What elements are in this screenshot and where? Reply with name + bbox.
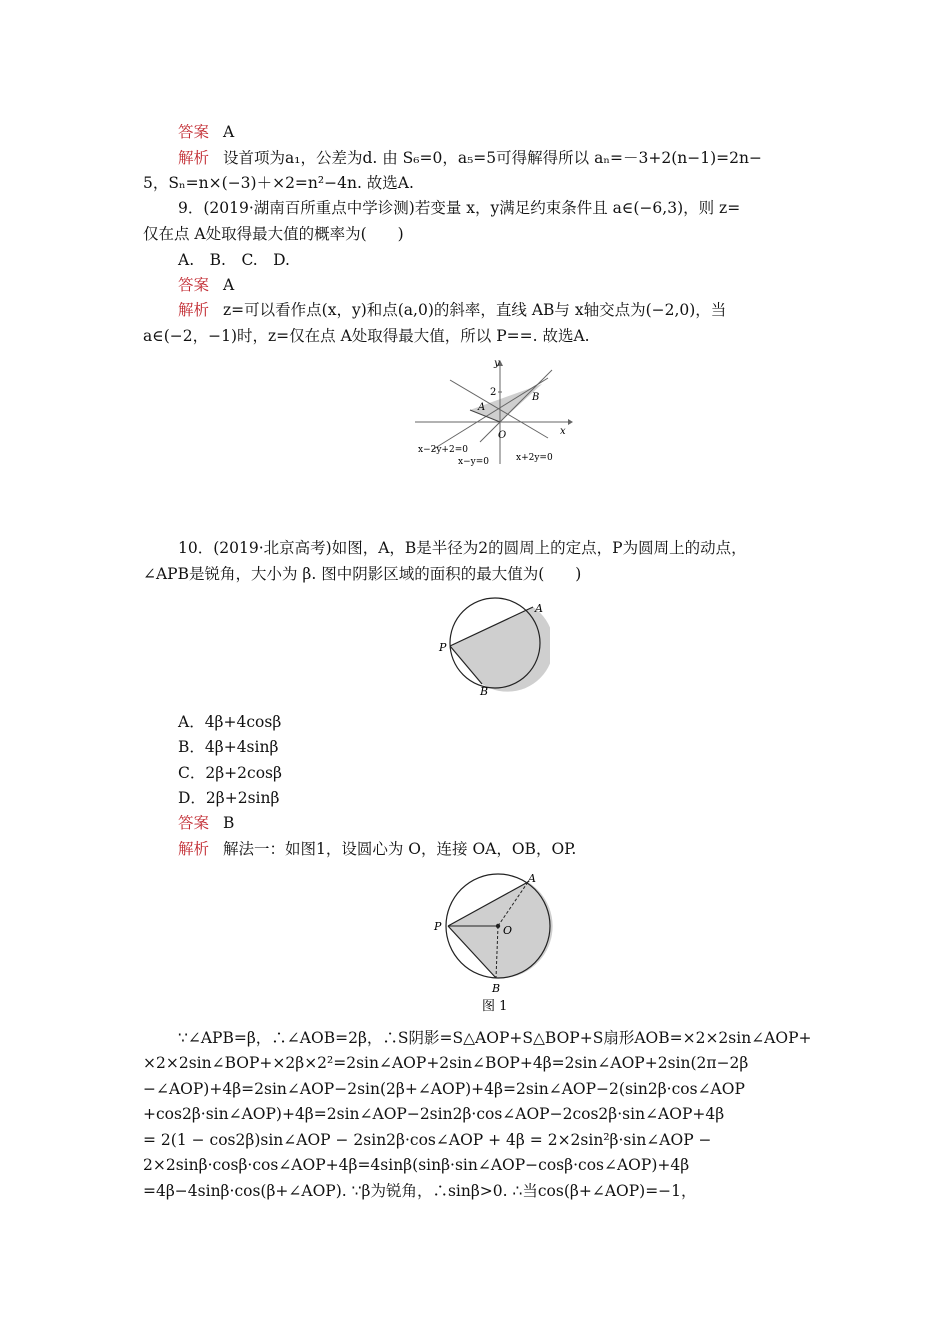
answer-tag: 答案 <box>178 276 210 294</box>
center-dot <box>496 924 500 928</box>
figure1-shaded <box>448 882 553 978</box>
y-label: y <box>494 358 500 369</box>
line2-label: x−y=0 <box>458 457 489 467</box>
q10-circle-diagram <box>430 592 550 698</box>
q9-stem: 9．(2019·湖南百所重点中学诊测)若变量 x，y满足约束条件且 a∈(−6,3)，则 z= <box>178 199 741 217</box>
q9-graph-figure <box>410 352 580 470</box>
q10-stem-cont: ∠APB是锐角，大小为 β. 图中阴影区域的面积的最大值为( ) <box>143 565 582 583</box>
q10-figure <box>430 592 550 698</box>
q9-answer-line <box>178 275 234 295</box>
q9-options: A. B. C. D. <box>178 251 290 269</box>
x-axis-arrow-icon <box>568 419 573 425</box>
solution-line-4: +cos2β·sin∠AOP)+4β=2sin∠AOP−2sin2β·cos∠AOP−2cos2β·sin∠AOP+4β <box>143 1105 725 1123</box>
answer-value: A <box>223 276 235 294</box>
fig1-label-a: A <box>528 872 536 885</box>
answer-tag: 答案 <box>178 814 210 832</box>
solution-line-1: ∵∠APB=β，∴∠AOB=2β，∴S阴影=S△AOP+S△BOP+S扇形AOB=×2×2sin∠AOP+ <box>178 1029 812 1047</box>
shaded-region <box>450 607 550 692</box>
figure1-diagram <box>428 868 558 1018</box>
analysis-text: 解法一：如图1，设圆心为 O，连接 OA，OB，OP. <box>223 840 577 858</box>
line3-label: x+2y=0 <box>516 453 553 463</box>
line1-label: x−2y+2=0 <box>418 445 468 455</box>
analysis-text: 设首项为a₁，公差为d. 由 S₆=0，a₅=5可得解得所以 aₙ=－3+2(n−1)=2n− <box>223 149 762 167</box>
point-b: B <box>532 392 540 403</box>
solution-line-6: 2×2sinβ·cosβ·cos∠AOP+4β=4sinβ(sinβ·sin∠AOP−cosβ·cos∠AOP)+4β <box>143 1156 690 1174</box>
q9-analysis-line <box>178 300 726 320</box>
analysis-tag: 解析 <box>178 301 210 319</box>
point-a: A <box>478 402 486 413</box>
label-a: A <box>535 602 543 615</box>
q10-analysis-line <box>178 839 576 859</box>
q10-answer-line <box>178 813 234 833</box>
x-label: x <box>560 426 566 437</box>
q10-option-a: A．4β+4cosβ <box>178 713 282 731</box>
figure1-caption: 图 1 <box>482 999 508 1014</box>
analysis-tag: 解析 <box>178 149 210 167</box>
fig1-label-o: O <box>503 924 513 937</box>
analysis-tag: 解析 <box>178 840 210 858</box>
q9-analysis-cont: a∈(−2，−1)时，z=仅在点 A处取得最大值，所以 P==. 故选A. <box>143 327 590 345</box>
answer-tag: 答案 <box>178 123 210 141</box>
q10-stem: 10．(2019·北京高考)如图，A，B是半径为2的圆周上的定点，P为圆周上的动点， <box>178 539 747 557</box>
solution-line-2: ×2×2sin∠BOP+×2β×2²=2sin∠AOP+2sin∠BOP+4β=2sin∠AOP+2sin(2π−2β <box>143 1054 749 1072</box>
q8-analysis-line <box>178 148 762 168</box>
q10-option-b: B．4β+4sinβ <box>178 738 279 756</box>
q9-graph <box>410 352 580 470</box>
label-p: P <box>439 641 447 654</box>
q8-answer-line <box>178 122 234 142</box>
tick-2: 2 <box>490 387 497 398</box>
label-b: B <box>480 685 489 698</box>
answer-value: A <box>223 123 235 141</box>
fig1-label-p: P <box>434 920 442 933</box>
q9-stem-cont: 仅在点 A处取得最大值的概率为( ) <box>143 225 404 243</box>
analysis-text: z=可以看作点(x，y)和点(a,0)的斜率，直线 AB与 x轴交点为(−2,0)，当 <box>223 301 727 319</box>
q10-option-d: D．2β+2sinβ <box>178 789 280 807</box>
answer-value: B <box>223 814 235 832</box>
solution-line-5: = 2(1 − cos2β)sin∠AOP − 2sin2β·cos∠AOP + 4β = 2×2sin²β·sin∠AOP − <box>143 1131 712 1149</box>
q8-analysis-cont: 5，Sₙ=n×(−3)＋×2=n²−4n. 故选A. <box>143 174 414 192</box>
q10-option-c: C．2β+2cosβ <box>178 764 282 782</box>
fig1-label-b: B <box>492 982 501 995</box>
solution-line-3: −∠AOP)+4β=2sin∠AOP−2sin(2β+∠AOP)+4β=2sin∠AOP−2(sin2β·cos∠AOP <box>143 1080 745 1098</box>
solution-line-7: =4β−4sinβ·cos(β+∠AOP). ∵β为锐角，∴sinβ>0. ∴当cos(β+∠AOP)=−1， <box>143 1182 697 1200</box>
origin-o: O <box>498 430 507 441</box>
q10-figure1 <box>428 868 558 1018</box>
